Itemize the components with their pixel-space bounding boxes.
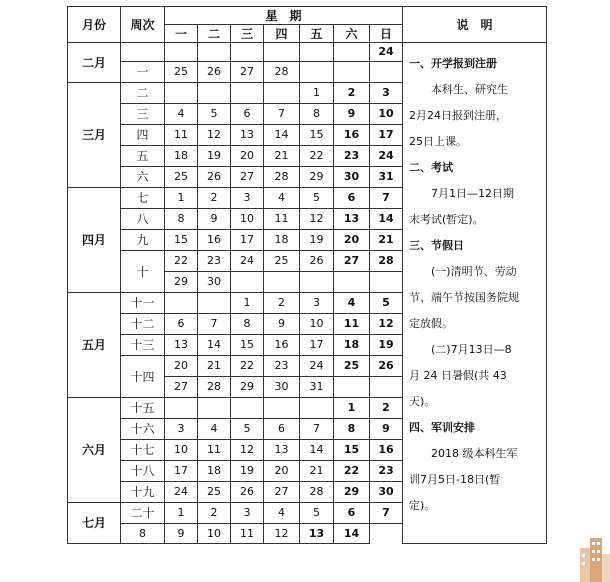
date-cell: 20 xyxy=(334,230,370,251)
notes-line: 天)。 xyxy=(409,395,436,408)
date-cell: 12 xyxy=(300,209,334,230)
notes-line: (二)7月13日—8 xyxy=(431,343,512,356)
date-cell xyxy=(264,272,300,293)
date-cell: 2 xyxy=(198,503,231,524)
date-cell: 1 xyxy=(231,293,264,314)
week-cell: 十三 xyxy=(121,335,165,356)
date-cell: 17 xyxy=(370,125,403,146)
date-cell: 8 xyxy=(231,314,264,335)
date-cell xyxy=(300,398,334,419)
date-cell: 7 xyxy=(370,188,403,209)
date-cell: 27 xyxy=(264,482,300,503)
date-cell: 26 xyxy=(198,62,231,83)
date-cell: 16 xyxy=(264,335,300,356)
date-cell xyxy=(264,83,300,104)
date-cell: 26 xyxy=(198,167,231,188)
notes-line: 节、端午节按国务院规 xyxy=(409,291,519,304)
date-cell xyxy=(165,43,198,62)
date-cell: 11 xyxy=(231,524,264,544)
date-cell: 10 xyxy=(165,440,198,461)
date-cell: 14 xyxy=(264,125,300,146)
date-cell: 3 xyxy=(300,293,334,314)
notes-line: 月 24 日暑假(共 43 xyxy=(409,369,507,382)
date-cell: 7 xyxy=(264,104,300,125)
date-cell: 22 xyxy=(300,146,334,167)
date-cell: 14 xyxy=(300,440,334,461)
date-cell xyxy=(165,293,198,314)
date-cell xyxy=(334,62,370,83)
date-cell: 4 xyxy=(264,188,300,209)
date-cell: 1 xyxy=(300,83,334,104)
date-cell: 5 xyxy=(231,419,264,440)
date-cell: 30 xyxy=(370,482,403,503)
date-cell: 27 xyxy=(231,167,264,188)
week-cell-blank xyxy=(121,43,165,62)
date-cell: 29 xyxy=(300,167,334,188)
date-cell: 13 xyxy=(300,524,334,544)
date-cell: 12 xyxy=(264,524,300,544)
date-cell: 7 xyxy=(300,419,334,440)
date-cell: 24 xyxy=(370,43,403,62)
notes-cell xyxy=(403,43,547,544)
date-cell: 23 xyxy=(198,251,231,272)
date-cell: 31 xyxy=(370,167,403,188)
date-cell: 3 xyxy=(165,419,198,440)
date-cell: 28 xyxy=(370,251,403,272)
date-cell: 29 xyxy=(231,377,264,398)
date-cell: 28 xyxy=(300,482,334,503)
date-cell: 6 xyxy=(264,419,300,440)
date-cell xyxy=(370,377,403,398)
date-cell xyxy=(370,62,403,83)
date-cell: 30 xyxy=(198,272,231,293)
date-cell: 3 xyxy=(231,188,264,209)
date-cell: 22 xyxy=(334,461,370,482)
date-cell: 24 xyxy=(165,482,198,503)
date-cell: 29 xyxy=(334,482,370,503)
date-cell: 19 xyxy=(231,461,264,482)
date-cell: 9 xyxy=(370,419,403,440)
date-cell xyxy=(334,43,370,62)
date-cell: 6 xyxy=(334,503,370,524)
week-cell: 七 xyxy=(121,188,165,209)
date-cell: 12 xyxy=(198,125,231,146)
notes-line: 定放假。 xyxy=(409,317,453,330)
date-cell: 16 xyxy=(370,440,403,461)
date-cell: 14 xyxy=(370,209,403,230)
date-cell: 11 xyxy=(165,125,198,146)
month-cell: 六月 xyxy=(68,398,121,503)
date-cell: 25 xyxy=(334,356,370,377)
week-cell: 二十 xyxy=(121,503,165,524)
date-cell: 17 xyxy=(231,230,264,251)
date-cell: 19 xyxy=(300,230,334,251)
date-cell: 5 xyxy=(198,104,231,125)
date-cell: 8 xyxy=(334,419,370,440)
date-cell xyxy=(264,398,300,419)
date-cell: 13 xyxy=(165,335,198,356)
week-cell: 十七 xyxy=(121,440,165,461)
date-cell: 23 xyxy=(334,146,370,167)
date-cell: 15 xyxy=(165,230,198,251)
date-cell xyxy=(231,83,264,104)
date-cell xyxy=(231,398,264,419)
weekday-header: 二 xyxy=(198,25,231,43)
date-cell: 16 xyxy=(334,125,370,146)
date-cell: 4 xyxy=(165,104,198,125)
date-cell: 15 xyxy=(334,440,370,461)
date-cell: 1 xyxy=(334,398,370,419)
date-cell: 21 xyxy=(300,461,334,482)
date-cell: 25 xyxy=(165,62,198,83)
notes-line: 7月1日—12日期 xyxy=(431,187,514,200)
month-cell: 五月 xyxy=(68,293,121,398)
date-cell xyxy=(198,43,231,62)
date-cell: 13 xyxy=(231,125,264,146)
date-cell: 11 xyxy=(198,440,231,461)
date-cell xyxy=(165,83,198,104)
date-cell xyxy=(231,43,264,62)
date-cell: 10 xyxy=(231,209,264,230)
date-cell: 28 xyxy=(264,62,300,83)
date-cell: 18 xyxy=(334,335,370,356)
notes-section-title: 二、考试 xyxy=(409,161,453,174)
date-cell: 4 xyxy=(264,503,300,524)
week-header: 周次 xyxy=(121,7,165,43)
date-cell xyxy=(300,62,334,83)
week-cell: 十四 xyxy=(121,356,165,398)
date-cell: 15 xyxy=(300,125,334,146)
week-cell: 十一 xyxy=(121,293,165,314)
notes-line: 定)。 xyxy=(409,499,436,512)
date-cell: 8 xyxy=(300,104,334,125)
academic-calendar-table xyxy=(67,6,547,544)
date-cell: 23 xyxy=(264,356,300,377)
date-cell xyxy=(370,272,403,293)
date-cell xyxy=(198,83,231,104)
date-cell: 2 xyxy=(264,293,300,314)
date-cell: 16 xyxy=(198,230,231,251)
notes-section-title: 三、节假日 xyxy=(409,239,464,252)
date-cell: 21 xyxy=(198,356,231,377)
week-cell: 八 xyxy=(121,209,165,230)
weekday-header: 日 xyxy=(370,25,403,43)
date-cell: 10 xyxy=(198,524,231,544)
notes-line: 2月24日报到注册， xyxy=(409,109,507,122)
date-cell: 6 xyxy=(165,314,198,335)
date-cell: 13 xyxy=(334,209,370,230)
week-cell: 二 xyxy=(121,83,165,104)
notes-header: 说 明 xyxy=(403,7,547,43)
date-cell: 10 xyxy=(300,314,334,335)
date-cell xyxy=(198,398,231,419)
date-cell: 8 xyxy=(121,524,165,544)
month-cell: 三月 xyxy=(68,83,121,188)
date-cell: 26 xyxy=(231,482,264,503)
date-cell: 9 xyxy=(334,104,370,125)
month-cell: 二月 xyxy=(68,43,121,83)
date-cell xyxy=(231,272,264,293)
weekday-header: 一 xyxy=(165,25,198,43)
date-cell: 4 xyxy=(334,293,370,314)
month-cell: 四月 xyxy=(68,188,121,293)
date-cell: 20 xyxy=(165,356,198,377)
date-cell: 5 xyxy=(370,293,403,314)
week-cell: 五 xyxy=(121,146,165,167)
date-cell: 5 xyxy=(300,188,334,209)
week-cell: 三 xyxy=(121,104,165,125)
header-row-1 xyxy=(68,7,547,25)
date-cell: 27 xyxy=(231,62,264,83)
date-cell: 2 xyxy=(198,188,231,209)
weekday-header: 三 xyxy=(231,25,264,43)
notes-line: 25日上课。 xyxy=(409,135,467,148)
date-cell: 1 xyxy=(165,503,198,524)
date-cell: 11 xyxy=(334,314,370,335)
date-cell: 9 xyxy=(198,209,231,230)
date-cell: 18 xyxy=(165,146,198,167)
date-cell xyxy=(165,398,198,419)
date-cell: 13 xyxy=(264,440,300,461)
date-cell: 26 xyxy=(370,356,403,377)
date-cell: 7 xyxy=(198,314,231,335)
date-cell: 3 xyxy=(231,503,264,524)
date-cell: 25 xyxy=(198,482,231,503)
date-cell: 19 xyxy=(198,146,231,167)
month-header: 月份 xyxy=(68,7,121,43)
notes-line: 本科生、研究生 xyxy=(431,83,508,96)
date-cell xyxy=(334,272,370,293)
date-cell: 5 xyxy=(300,503,334,524)
notes-section-title: 四、军训安排 xyxy=(409,421,475,434)
week-cell: 一 xyxy=(121,62,165,83)
date-cell: 8 xyxy=(165,209,198,230)
date-cell xyxy=(198,293,231,314)
notes-line: 训7月5日-18日(暂 xyxy=(409,473,501,486)
date-cell xyxy=(334,377,370,398)
week-cell: 十二 xyxy=(121,314,165,335)
week-cell: 十八 xyxy=(121,461,165,482)
notes-line: (一)清明节、劳动 xyxy=(431,265,517,278)
date-cell: 18 xyxy=(264,230,300,251)
date-cell: 29 xyxy=(165,272,198,293)
date-cell: 15 xyxy=(231,335,264,356)
date-cell: 6 xyxy=(334,188,370,209)
date-cell xyxy=(300,272,334,293)
date-cell: 2 xyxy=(334,83,370,104)
date-cell: 1 xyxy=(165,188,198,209)
date-cell: 27 xyxy=(165,377,198,398)
date-cell: 24 xyxy=(231,251,264,272)
week-cell: 四 xyxy=(121,125,165,146)
month-cell: 七月 xyxy=(68,503,121,544)
date-cell: 3 xyxy=(370,83,403,104)
week-cell: 十六 xyxy=(121,419,165,440)
date-cell: 30 xyxy=(334,167,370,188)
date-cell: 24 xyxy=(370,146,403,167)
calendar-row xyxy=(68,43,547,62)
date-cell: 25 xyxy=(264,251,300,272)
building-watermark-icon xyxy=(576,530,610,582)
week-cell: 九 xyxy=(121,230,165,251)
weekday-group-header: 星 期 xyxy=(165,7,403,25)
date-cell: 28 xyxy=(264,167,300,188)
date-cell xyxy=(300,43,334,62)
notes-line: 末考试(暂定)。 xyxy=(409,213,484,226)
notes-section-title: 一、开学报到注册 xyxy=(409,57,497,70)
weekday-header: 四 xyxy=(264,25,300,43)
date-cell: 14 xyxy=(198,335,231,356)
date-cell: 12 xyxy=(231,440,264,461)
date-cell: 23 xyxy=(370,461,403,482)
date-cell: 14 xyxy=(334,524,370,544)
date-cell: 27 xyxy=(334,251,370,272)
date-cell: 24 xyxy=(300,356,334,377)
date-cell: 9 xyxy=(165,524,198,544)
date-cell: 21 xyxy=(264,146,300,167)
date-cell: 18 xyxy=(198,461,231,482)
date-cell: 9 xyxy=(264,314,300,335)
date-cell: 25 xyxy=(165,167,198,188)
date-cell: 2 xyxy=(370,398,403,419)
date-cell: 20 xyxy=(231,146,264,167)
date-cell: 17 xyxy=(300,335,334,356)
date-cell: 11 xyxy=(264,209,300,230)
date-cell: 30 xyxy=(264,377,300,398)
date-cell: 19 xyxy=(370,335,403,356)
date-cell: 17 xyxy=(165,461,198,482)
weekday-header: 五 xyxy=(300,25,334,43)
week-cell: 十五 xyxy=(121,398,165,419)
week-cell: 十九 xyxy=(121,482,165,503)
date-cell: 21 xyxy=(370,230,403,251)
date-cell: 4 xyxy=(198,419,231,440)
date-cell: 7 xyxy=(370,503,403,524)
date-cell: 22 xyxy=(231,356,264,377)
date-cell: 22 xyxy=(165,251,198,272)
date-cell xyxy=(264,43,300,62)
weekday-header: 六 xyxy=(334,25,370,43)
week-cell: 十 xyxy=(121,251,165,293)
date-cell: 28 xyxy=(198,377,231,398)
date-cell: 10 xyxy=(370,104,403,125)
week-cell: 六 xyxy=(121,167,165,188)
date-cell: 20 xyxy=(264,461,300,482)
date-cell: 26 xyxy=(300,251,334,272)
date-cell: 31 xyxy=(300,377,334,398)
date-cell: 12 xyxy=(370,314,403,335)
date-cell: 6 xyxy=(231,104,264,125)
notes-line: 2018 级本科生军 xyxy=(431,447,518,460)
